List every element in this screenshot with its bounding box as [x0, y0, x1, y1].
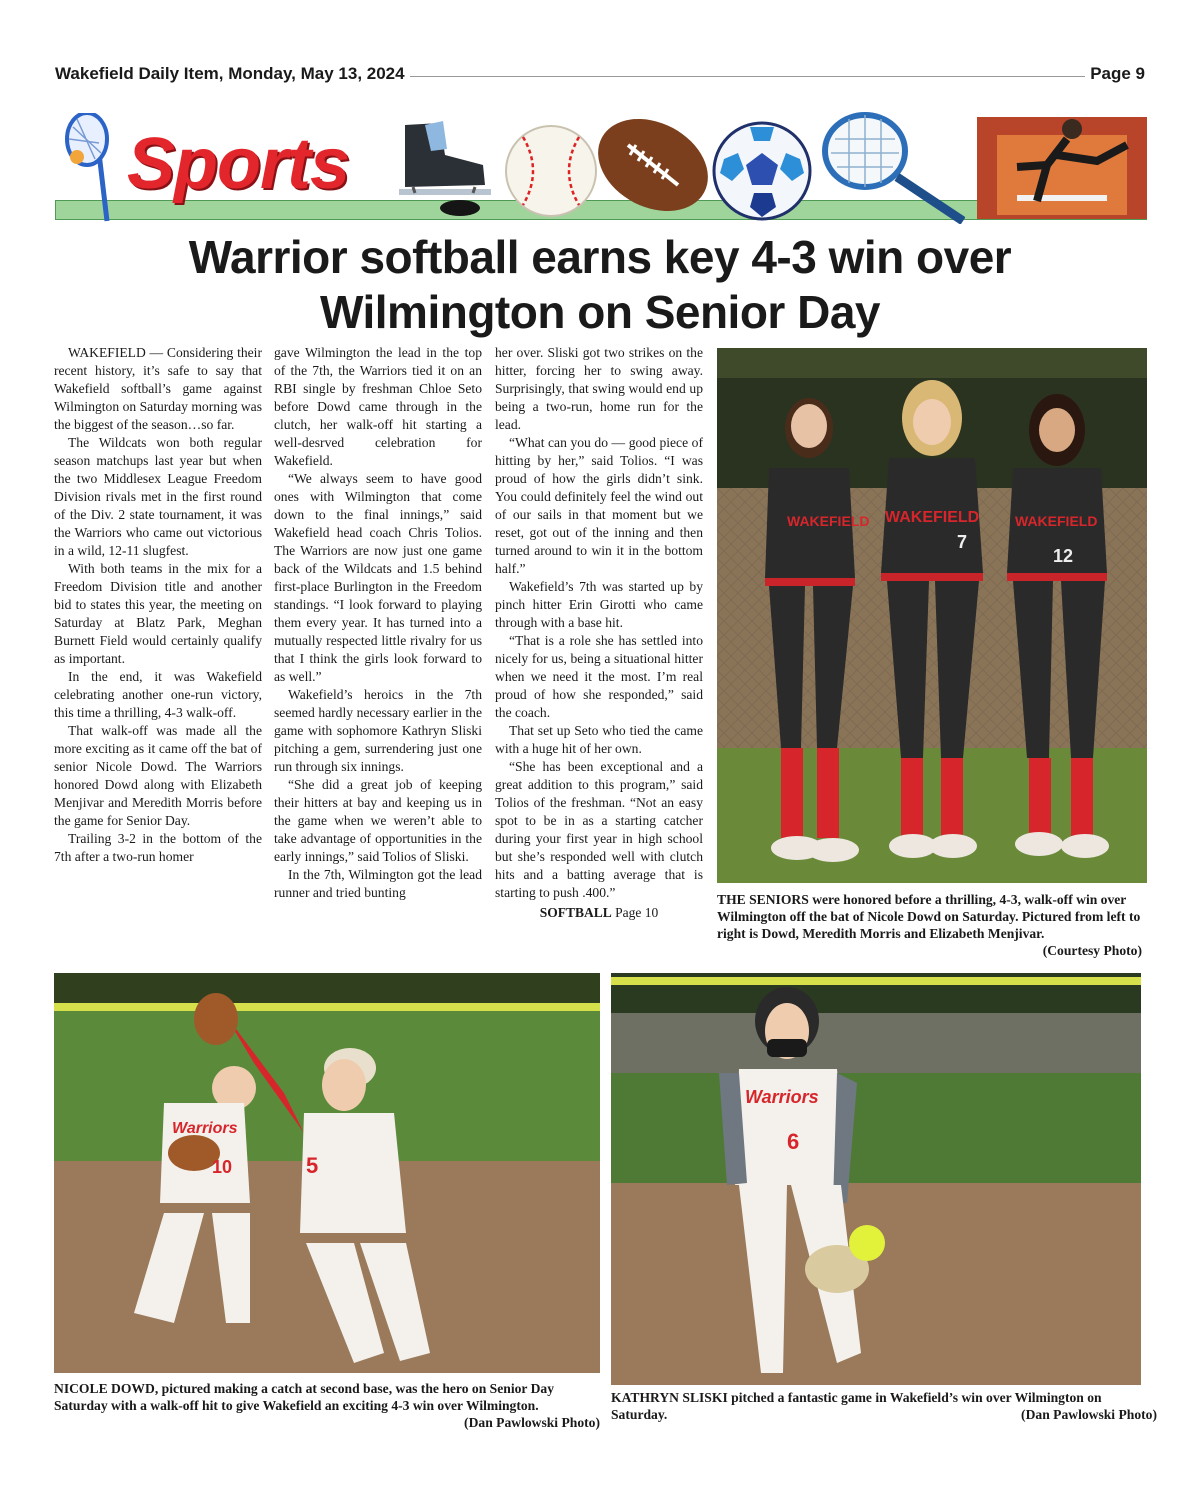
masthead-rule [410, 76, 1085, 77]
jersey-text-middle: WAKEFIELD [885, 509, 980, 526]
seniors-photo [717, 348, 1147, 883]
paragraph: That walk-off was made all the more exciting as it came off the bat of senior Nicole Dowd. The Warriors honored Dowd along with Elizabeth Menjivar and Meredith Morris before the game for Senior Day. [54, 723, 262, 828]
article-column-2 [274, 344, 482, 902]
paragraph: gave Wilmington the lead in the top of the 7th, the Warriors tied it on an RBI single by freshman Chloe Seto before Dowd came through in the clutch, her walk-off hit starting a well-desrved celebration for Wakefield. [274, 345, 482, 468]
sports-banner [55, 105, 1147, 223]
headline-line-2: Wilmington on Senior Day [319, 286, 881, 338]
headline [60, 230, 1140, 340]
paragraph: The Wildcats won both regular season matchups last year but when the two Middlesex League Freedom Division rivals met in the first round of the Div. 2 state tournament, it was the Warriors who came out victorious in a wild, 12-11 slugfest. [54, 435, 262, 558]
paper-date-line: Wakefield Daily Item, Monday, May 13, 2024 [55, 64, 405, 83]
paragraph: “She did a great job of keeping their hitters at bay and keeping us in the game when we weren’t able to take advantage of opportunities in the early innings,” said Tolios of Sliski. [274, 777, 482, 864]
jersey-number-back: 10 [212, 1157, 233, 1177]
article-column-1 [54, 344, 262, 866]
jersey-number: 6 [787, 1129, 800, 1154]
caption-text: were honored before a thrilling, 4-3, walk-off win over Wilmington off the bat of Nicole Dowd on Saturday. Pictured from left to right is Dowd, Meredith Morris and Elizabeth Menjivar. [717, 892, 1141, 941]
caption-lead: KATHRYN SLISKI [611, 1390, 728, 1405]
photo-credit: (Dan Pawlowski Photo) [1021, 1407, 1157, 1422]
caption-text: pitched a fantastic game in Wakefield’s win over Wilmington on Saturday. [611, 1390, 1102, 1422]
caption-lead: THE SENIORS [717, 892, 809, 907]
jump-page: Page 10 [615, 905, 659, 920]
paragraph: “That is a role she has settled into nicely for us, being a situational hitter when we need it the most. I’m real proud of how she responded,” said the coach. [495, 633, 703, 720]
hockey-puck-icon [435, 197, 485, 219]
dowd-photo-art [54, 973, 600, 1373]
dowd-photo [54, 973, 600, 1373]
seniors-caption [717, 891, 1142, 959]
jersey-number-right: 12 [1053, 546, 1074, 566]
tennis-racket-icon [815, 109, 965, 224]
lacrosse-stick-icon [55, 113, 125, 223]
photo-credit: (Courtesy Photo) [1042, 943, 1142, 958]
sliski-caption [611, 1389, 1157, 1423]
seniors-photo-art [717, 348, 1147, 883]
jersey-text-back: Warriors [172, 1120, 238, 1137]
soccer-ball-icon [710, 119, 814, 223]
section-title: Sports [127, 124, 350, 204]
paragraph: “We always seem to have good ones with Wilmington that come down to the final innings,” said Wakefield head coach Chris Tolios. The Warriors are now just one game back of the Wildcats and 1.5 behind first-place Burlington in the Freedom standings. “I look forward to playing them every year. It has turned into a mutually respected little rivalry for us that I think the girls look forward to as well.” [274, 471, 482, 684]
headline-line-1: Warrior softball earns key 4-3 win over [188, 231, 1012, 283]
jersey-number-front: 5 [306, 1153, 319, 1178]
caption-lead: NICOLE DOWD, [54, 1381, 159, 1396]
football-icon [592, 109, 714, 221]
dowd-caption [54, 1380, 600, 1431]
sliski-photo-art [611, 973, 1141, 1385]
page-number: Page 9 [1090, 64, 1145, 83]
paragraph: In the 7th, Wilmington got the lead runner and tried bunting [274, 867, 482, 900]
paragraph: Trailing 3-2 in the bottom of the 7th after a two-run homer [54, 831, 262, 864]
paragraph: Wakefield’s heroics in the 7th seemed hardly necessary earlier in the game with sophomore Kathryn Sliski pitching a gem, surrendering just one run through six innings. [274, 687, 482, 774]
paragraph: WAKEFIELD — Considering their recent history, it’s safe to say that Wakefield softball’s game against Wilmington on Saturday morning was the biggest of the season…so far. [54, 345, 262, 432]
article-column-3 [495, 344, 703, 922]
hurdler-icon [977, 105, 1147, 219]
baseball-icon [503, 123, 599, 219]
paragraph: In the end, it was Wakefield celebrating another one-run victory, this time a thrilling, 4-3 walk-off. [54, 669, 262, 720]
jersey-number-middle: 7 [957, 532, 968, 552]
jersey-text-right: WAKEFIELD [1015, 513, 1098, 529]
jersey-text-left: WAKEFIELD [787, 513, 870, 529]
photo-credit: (Dan Pawlowski Photo) [464, 1415, 600, 1430]
paragraph: Wakefield’s 7th was started up by pinch hitter Erin Girotti who came through with a base hit. [495, 579, 703, 630]
caption-text: pictured making a catch at second base, was the hero on Senior Day Saturday with a walk-off hit to give Wakefield an exciting 4-3 win over Wilmington. [54, 1381, 554, 1413]
jump-line [495, 904, 703, 922]
jersey-text: Warriors [745, 1087, 819, 1107]
paragraph: “She has been exceptional and a great addition to this program,” said Tolios of the freshman. “Not an easy spot to be in as a starting catcher during your first year in high school but she’s responded well with clutch hits and a batting average that is starting to push .400.” [495, 759, 703, 900]
jump-label: SOFTBALL [539, 905, 612, 920]
paragraph: With both teams in the mix for a Freedom Division title and another bid to states this year, the meeting on Saturday at Blatz Park, Meghan Burnett Field would certainly qualify as important. [54, 561, 262, 666]
paragraph: That set up Seto who tied the came with a huge hit of her own. [495, 723, 703, 756]
sliski-photo [611, 973, 1141, 1385]
paragraph: “What can you do — good piece of hitting by her,” said Tolios. “I was proud of how the girls didn’t sink. You could definitely feel the wind out of our sails in that moment but we reset, got out of the inning and then turned around to win it in the bottom half.” [495, 435, 703, 576]
paragraph: her over. Sliski got two strikes on the hitter, forcing her to swing away. Surprisingly, that swing would end up being a two-run, home run for the lead. [495, 345, 703, 432]
